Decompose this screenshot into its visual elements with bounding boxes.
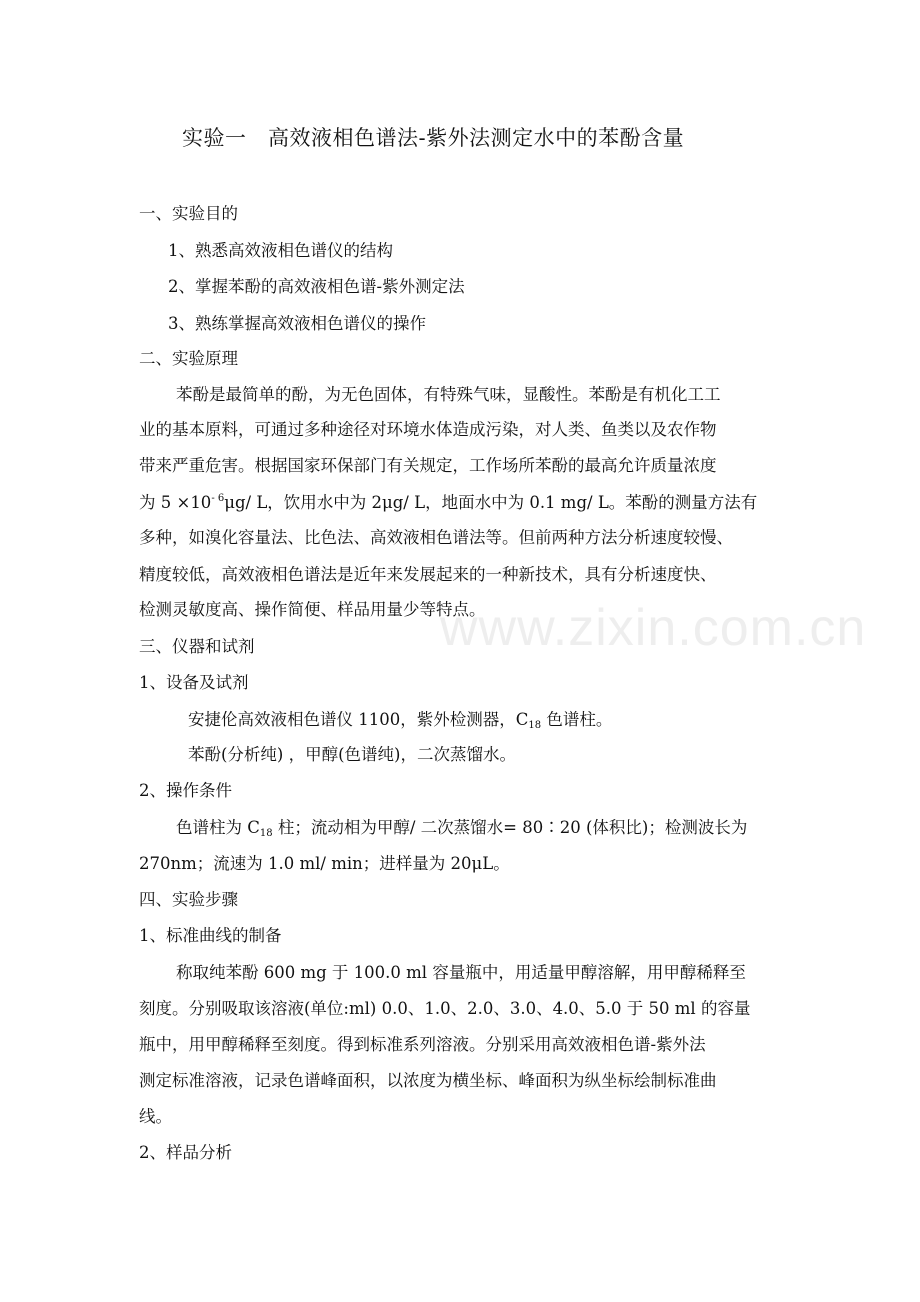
principle-line: 多种，如溴化容量法、比色法、高效液相色谱法等。但前两种方法分析速度较慢、 [139, 528, 733, 547]
principle-line: 精度较低，高效液相色谱法是近年来发展起来的一种新技术，具有分析速度快、 [139, 565, 717, 584]
purpose-item-1: 1、熟悉高效液相色谱仪的结构 [168, 241, 393, 260]
procedure-line: 瓶中，用甲醇稀释至刻度。得到标准系列溶液。分别采用高效液相色谱-紫外法 [139, 1035, 706, 1054]
section-heading-principle: 二、实验原理 [139, 349, 238, 368]
subheading-equipment: 1、设备及试剂 [139, 673, 249, 692]
procedure-line: 称取纯苯酚 600 mg 于 100.0 ml 容量瓶中，用适量甲醇溶解，用甲醇稀释至 [176, 963, 746, 982]
subscript: 18 [259, 828, 273, 839]
conditions-line: 270nm；流速为 1.0 ml/ min；进样量为 20μL。 [139, 854, 510, 873]
principle-line: 业的基本原料，可通过多种途径对环境水体造成污染，对人类、鱼类以及农作物 [139, 420, 717, 439]
principle-line: 苯酚是最简单的酚，为无色固体，有特殊气味，显酸性。苯酚是有机化工工 [176, 385, 721, 404]
watermark: www.zixin.com.cn [440, 599, 867, 657]
reagents-line: 苯酚(分析纯) ，甲醇(色谱纯)，二次蒸馏水。 [188, 745, 516, 764]
purpose-item-2: 2、掌握苯酚的高效液相色谱-紫外测定法 [168, 277, 465, 296]
principle-line [139, 494, 757, 512]
conditions-line [176, 820, 747, 839]
principle-text: 为 5 ×10 [139, 493, 212, 512]
procedure-line: 刻度。分别吸取该溶液(单位:ml) 0.0、1.0、2.0、3.0、4.0、5.0 于 50 ml 的容量 [139, 999, 751, 1018]
exponent: - 6 [211, 493, 225, 504]
subheading-conditions: 2、操作条件 [139, 781, 232, 800]
procedure-line: 测定标准溶液，记录色谱峰面积，以浓度为横坐标、峰面积为纵坐标绘制标准曲 [139, 1071, 717, 1090]
section-heading-instruments: 三、仪器和试剂 [139, 637, 255, 656]
equipment-line [188, 712, 612, 731]
equipment-text: 色谱柱。 [541, 710, 613, 729]
subscript: 18 [528, 720, 542, 731]
principle-line: 检测灵敏度高、操作简便、样品用量少等特点。 [139, 600, 486, 619]
subheading-sample-analysis: 2、样品分析 [139, 1143, 232, 1162]
procedure-line: 线。 [139, 1107, 172, 1126]
conditions-text: 柱；流动相为甲醇/ 二次蒸馏水= 80∶20 (体积比)；检测波长为 [272, 818, 748, 837]
section-heading-purpose: 一、实验目的 [139, 204, 238, 223]
equipment-text: 安捷伦高效液相色谱仪 1100，紫外检测器，C [188, 710, 529, 729]
principle-text: μg/ L，饮用水中为 2μg/ L，地面水中为 0.1 mg/ L。苯酚的测量方法有 [224, 493, 758, 512]
purpose-item-3: 3、熟练掌握高效液相色谱仪的操作 [168, 314, 426, 333]
document-title: 实验一 高效液相色谱法-紫外法测定水中的苯酚含量 [182, 126, 685, 150]
subheading-standard-curve: 1、标准曲线的制备 [139, 926, 282, 945]
section-heading-procedure: 四、实验步骤 [139, 890, 238, 909]
principle-line: 带来严重危害。根据国家环保部门有关规定，工作场所苯酚的最高允许质量浓度 [139, 456, 717, 475]
conditions-text: 色谱柱为 C [176, 818, 260, 837]
